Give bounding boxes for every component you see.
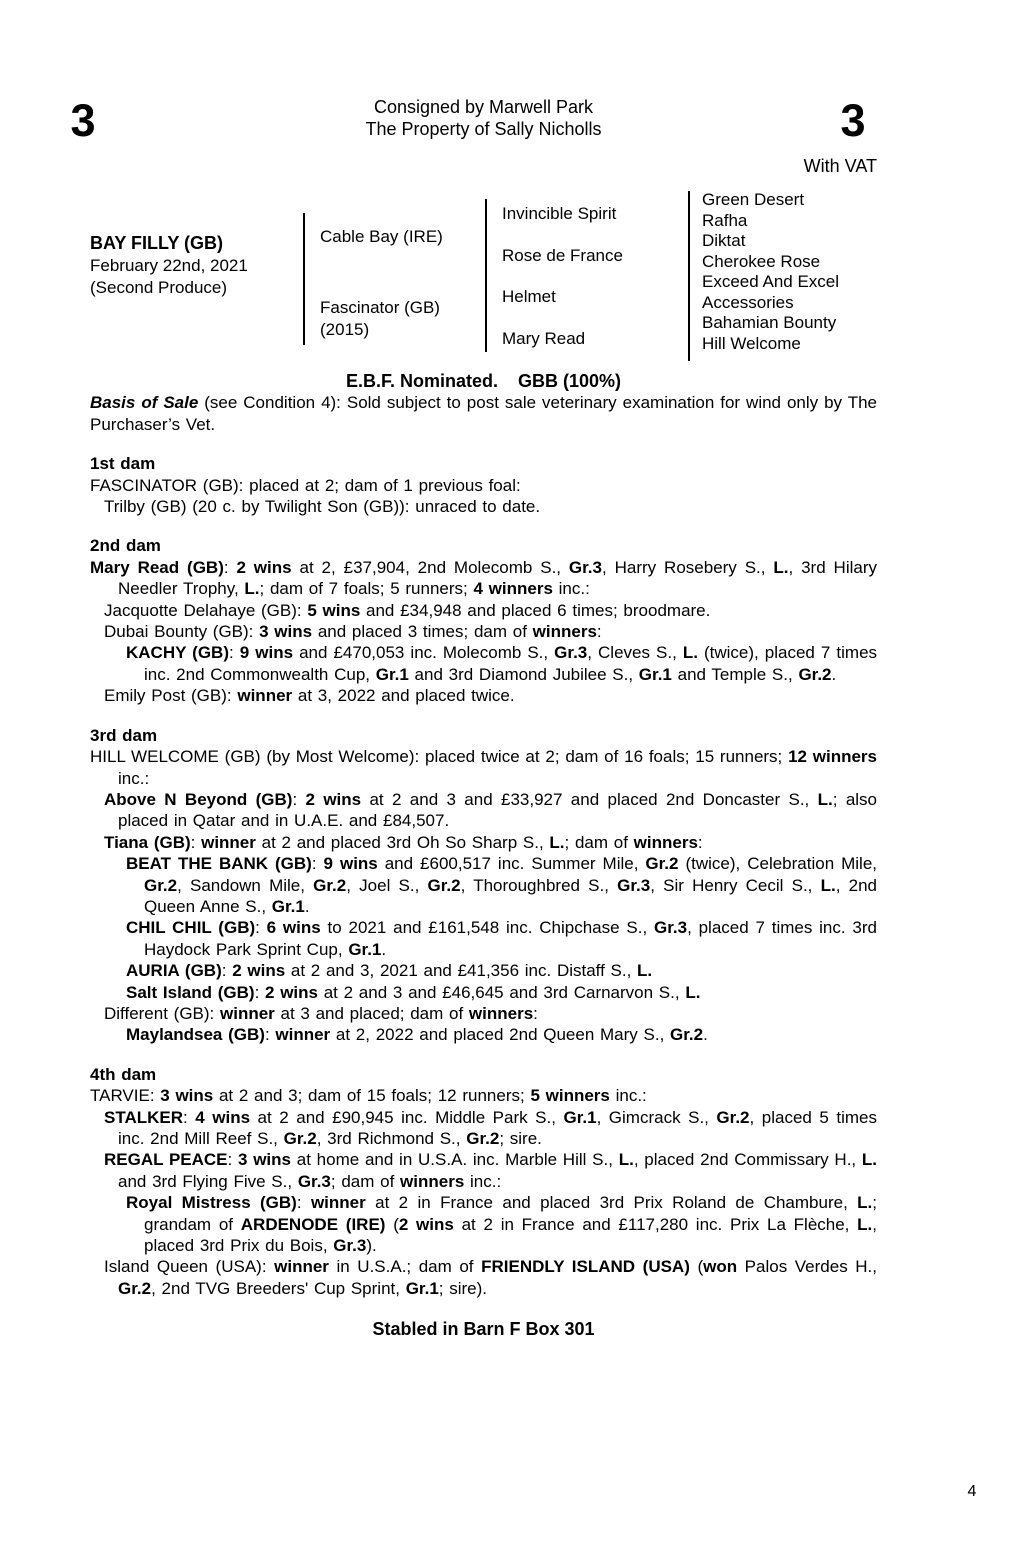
lot-number-left: 3	[70, 95, 96, 146]
plain-text: at 3, 2022 and placed twice.	[292, 686, 515, 706]
pedigree-entry	[90, 475, 877, 496]
pedigree-entry	[104, 685, 877, 706]
produce-note: (Second Produce)	[90, 277, 228, 297]
emphasis-text: AURIA (GB)	[126, 961, 222, 981]
emphasis-text: Gr.1	[638, 664, 672, 684]
gbb-note: GBB (100%)	[517, 371, 622, 391]
pedigree-entry	[126, 642, 878, 685]
emphasis-text: Gr.1	[563, 1107, 597, 1127]
plain-text: FASCINATOR (GB): placed at 2; dam of 1 previous foal:	[90, 475, 521, 495]
emphasis-text: Gr.2	[798, 664, 832, 684]
plain-text: and 3rd Flying Five S.,	[118, 1171, 298, 1191]
plain-text: Different (GB):	[104, 1003, 220, 1023]
emphasis-text: winners	[400, 1171, 465, 1191]
plain-text: at home and in U.S.A. inc. Marble Hill S.,	[291, 1150, 619, 1170]
plain-text: ; dam of	[564, 832, 634, 852]
great-grandparent-name: Accessories	[702, 292, 794, 312]
emphasis-text: winner	[220, 1003, 275, 1023]
dam-heading: 4th dam	[90, 1064, 157, 1084]
plain-text: , Gimcrack S.,	[596, 1107, 717, 1127]
emphasis-text: winner	[201, 832, 256, 852]
plain-text: (	[385, 1214, 399, 1234]
emphasis-text: Gr.3	[617, 875, 651, 895]
plain-text: :	[596, 622, 602, 642]
property-line: The Property of Sally Nicholls	[365, 118, 602, 139]
emphasis-text: 5 wins	[307, 600, 361, 620]
plain-text: .	[831, 664, 837, 684]
plain-text: , Harry Rosebery S.,	[602, 557, 774, 577]
pedigree-entry	[126, 982, 877, 1003]
emphasis-text: L.	[549, 832, 565, 852]
plain-text: , placed 3rd Prix du Bois,	[144, 1214, 877, 1256]
great-grandparent-name: Hill Welcome	[702, 333, 801, 353]
great-grandparent-name: Cherokee Rose	[702, 251, 821, 271]
emphasis-text: 2 wins	[232, 961, 286, 981]
great-grandparent-name: Exceed And Excel	[702, 272, 840, 291]
horse-name-block	[90, 233, 248, 298]
pedigree-entry	[104, 1256, 877, 1299]
emphasis-text: REGAL PEACE	[104, 1150, 228, 1170]
ebf-nominated: E.B.F. Nominated.	[345, 371, 498, 391]
pedigree-entry	[90, 1085, 877, 1106]
plain-text: , placed 7 times inc. 3rd Haydock Park Sprint Cup,	[144, 918, 877, 959]
dam-sections	[90, 453, 877, 1299]
basis-of-sale	[90, 392, 877, 435]
vat-note: With VAT	[803, 156, 877, 176]
emphasis-text: Gr.2	[283, 1129, 317, 1148]
plain-text: Emily Post (GB):	[104, 686, 238, 706]
emphasis-text: Gr.2	[427, 875, 461, 895]
pedigree-entry	[104, 621, 877, 642]
emphasis-text: L.	[857, 1193, 873, 1213]
lot-number-right: 3	[840, 95, 866, 146]
plain-text: ; dam of 7 foals; 5 runners;	[259, 579, 474, 599]
emphasis-text: ARDENODE (IRE)	[240, 1214, 386, 1234]
emphasis-text: Gr.3	[333, 1236, 367, 1256]
emphasis-text: Gr.3	[554, 643, 588, 663]
emphasis-text: Above N Beyond (GB)	[104, 789, 293, 809]
plain-text: to 2021 and £161,548 inc. Chipchase S.,	[320, 918, 654, 938]
plain-text: .	[381, 939, 387, 959]
plain-text: Palos Verdes H.,	[737, 1257, 877, 1277]
plain-text: and placed 3 times; dam of	[312, 622, 533, 642]
plain-text: and £600,517 inc. Summer Mile,	[377, 854, 646, 874]
dam-name: Fascinator (GB)	[320, 298, 440, 317]
emphasis-text: CHIL CHIL (GB)	[126, 918, 256, 938]
plain-text: .	[703, 1025, 708, 1045]
plain-text: , 3rd Richmond S.,	[316, 1129, 467, 1148]
consignor-line: Consigned by Marwell Park	[373, 97, 594, 117]
emphasis-text: 2 wins	[265, 982, 318, 1002]
plain-text: and Temple S.,	[671, 664, 799, 684]
plain-text: at 2, 2022 and placed 2nd Queen Mary S.,	[330, 1025, 671, 1045]
emphasis-text: Gr.2	[313, 875, 347, 895]
horse-name: BAY FILLY (GB)	[90, 233, 224, 253]
emphasis-text: winners	[532, 622, 597, 642]
emphasis-text: winner	[310, 1193, 366, 1213]
plain-text: Dubai Bounty (GB):	[104, 622, 260, 642]
plain-text: , Thoroughbred S.,	[460, 875, 618, 895]
emphasis-text: winner	[274, 1257, 329, 1277]
basis-of-sale-label: Basis of Sale	[90, 393, 199, 413]
pedigree-entry	[126, 1192, 878, 1256]
plain-text: (	[689, 1257, 704, 1277]
plain-text: ; also placed in Qatar and in U.A.E. and £84,507.	[118, 789, 878, 831]
plain-text: , Sandown Mile,	[177, 875, 314, 895]
emphasis-text: BEAT THE BANK (GB)	[126, 854, 312, 874]
plain-text: inc.:	[464, 1171, 502, 1191]
plain-text: Jacquotte Delahaye (GB):	[104, 600, 308, 620]
plain-text: at 2 in France and placed 3rd Prix Roland de Chambure,	[365, 1193, 858, 1213]
emphasis-text: L.	[682, 643, 698, 663]
plain-text: at 2 and 3; dam of 15 foals; 12 runners;	[213, 1086, 531, 1106]
plain-text: Island Queen (USA):	[104, 1257, 275, 1277]
dam-year: (2015)	[320, 319, 370, 339]
pedigree-entry	[104, 496, 877, 517]
plain-text: :	[533, 1003, 538, 1023]
plain-text: , Cleves S.,	[587, 643, 683, 663]
emphasis-text: L.	[861, 1150, 878, 1170]
emphasis-text: Gr.2	[645, 854, 679, 874]
emphasis-text: 3 wins	[259, 622, 313, 642]
pedigree-entry	[126, 960, 877, 981]
plain-text: :	[697, 832, 703, 852]
pedigree-divider	[688, 191, 690, 361]
plain-text: inc.:	[118, 768, 150, 788]
dam-heading: 2nd dam	[90, 536, 161, 556]
emphasis-text: 6 wins	[266, 918, 321, 938]
foaling-date: February 22nd, 2021	[90, 255, 248, 275]
plain-text: :	[223, 557, 237, 577]
plain-text: ; sire.	[499, 1129, 542, 1148]
plain-text: Trilby (GB) (20 c. by Twilight Son (GB)): unraced to date.	[104, 497, 541, 517]
plain-text: :	[221, 961, 233, 981]
emphasis-text: Gr.3	[653, 918, 688, 938]
emphasis-text: Gr.3	[568, 557, 602, 577]
plain-text: at 2 and placed 3rd Oh So Sharp S.,	[255, 832, 550, 852]
emphasis-text: L.	[637, 961, 653, 981]
emphasis-text: 2 wins	[398, 1214, 454, 1234]
pedigree-entry	[126, 1024, 877, 1045]
pedigree-entry	[90, 557, 877, 600]
great-grandparents-column	[702, 190, 839, 354]
emphasis-text: Gr.2	[118, 1278, 152, 1298]
plain-text: and £34,948 and placed 6 times; broodmare.	[360, 600, 711, 620]
pedigree-entry	[90, 746, 878, 789]
emphasis-text: KACHY (GB)	[126, 643, 229, 663]
emphasis-text: Tiana (GB)	[104, 832, 191, 852]
emphasis-text: Gr.2	[466, 1129, 500, 1148]
emphasis-text: Gr.2	[144, 875, 178, 895]
page-number: 4	[967, 1483, 977, 1500]
emphasis-text: L.	[820, 875, 836, 895]
plain-text: :	[190, 832, 202, 852]
pedigree-entry	[104, 1149, 878, 1192]
great-grandparent-name: Green Desert	[702, 190, 805, 209]
plain-text: inc.:	[552, 579, 590, 599]
emphasis-text: Gr.1	[375, 664, 409, 684]
emphasis-text: L.	[244, 579, 260, 599]
nomination-line	[90, 371, 877, 392]
plain-text: .	[304, 896, 310, 916]
pedigree-table	[90, 186, 877, 370]
plain-text: :	[296, 1193, 311, 1213]
emphasis-text: 12 winners	[788, 747, 878, 767]
emphasis-text: 3 wins	[238, 1150, 291, 1170]
emphasis-text: L.	[618, 1150, 634, 1170]
pedigree-entry	[104, 789, 878, 832]
plain-text: at 2 and 3 and £46,645 and 3rd Carnarvon S.,	[318, 982, 686, 1002]
emphasis-text: won	[703, 1257, 738, 1277]
plain-text: at 2 and £90,945 inc. Middle Park S.,	[250, 1107, 564, 1127]
pedigree-divider	[303, 213, 305, 345]
pedigree-entry	[104, 1107, 877, 1150]
plain-text: HILL WELCOME (GB) (by Most Welcome): placed twice at 2; dam of 16 foals; 15 runners;	[90, 747, 789, 767]
emphasis-text: FRIENDLY ISLAND (USA)	[481, 1257, 690, 1277]
emphasis-text: 4 winners	[473, 579, 553, 599]
plain-text: :	[264, 1025, 276, 1045]
great-grandparent-name: Bahamian Bounty	[702, 313, 837, 332]
plain-text: ; sire).	[438, 1278, 488, 1298]
emphasis-text: 2 wins	[236, 557, 292, 577]
grandparent-name: Mary Read	[502, 328, 586, 348]
plain-text: (twice), Celebration Mile,	[678, 854, 878, 874]
emphasis-text: winner	[237, 686, 293, 706]
emphasis-text: 9 wins	[239, 643, 294, 663]
emphasis-text: 9 wins	[323, 854, 378, 874]
plain-text: :	[255, 918, 267, 938]
emphasis-text: winner	[275, 1025, 331, 1045]
plain-text: , Sir Henry Cecil S.,	[650, 875, 821, 895]
stabling-note: Stabled in Barn F Box 301	[372, 1319, 595, 1340]
plain-text: :	[311, 854, 324, 874]
plain-text: and 3rd Diamond Jubilee S.,	[408, 664, 639, 684]
emphasis-text: L.	[685, 982, 701, 1002]
plain-text: at 2 and 3 and £33,927 and placed 2nd Doncaster S.,	[361, 789, 818, 809]
plain-text: (twice), placed 7 times inc. 2nd Commonwealth Cup,	[144, 643, 878, 684]
grandparent-name: Rose de France	[502, 245, 623, 265]
emphasis-text: 3 wins	[160, 1086, 214, 1106]
pedigree-divider	[485, 199, 487, 352]
plain-text: at 2, £37,904, 2nd Molecomb S.,	[291, 557, 569, 577]
catalogue-text	[90, 371, 877, 1341]
emphasis-text: L.	[773, 557, 789, 577]
emphasis-text: Gr.1	[348, 939, 382, 959]
plain-text: , placed 5 times inc. 2nd Mill Reef S.,	[118, 1107, 877, 1148]
great-grandparent-name: Rafha	[702, 210, 748, 230]
dam-heading: 1st dam	[90, 454, 156, 474]
dam-name-block	[320, 297, 440, 341]
plain-text: at 2 and 3, 2021 and £41,356 inc. Distaff S.,	[285, 961, 638, 981]
emphasis-text: L.	[817, 789, 833, 809]
emphasis-text: Maylandsea (GB)	[126, 1025, 265, 1045]
plain-text: at 3 and placed; dam of	[274, 1003, 469, 1023]
emphasis-text: Gr.2	[716, 1107, 750, 1127]
pedigree-entry	[104, 1003, 877, 1024]
great-grandparent-name: Diktat	[702, 231, 746, 250]
emphasis-text: L.	[857, 1214, 873, 1234]
sire-name: Cable Bay (IRE)	[320, 227, 443, 246]
emphasis-text: 4 wins	[195, 1107, 251, 1127]
pedigree-entry	[126, 917, 877, 960]
emphasis-text: Gr.2	[670, 1025, 704, 1045]
emphasis-text: Gr.3	[297, 1171, 331, 1191]
consignor-block	[90, 97, 877, 140]
plain-text: :	[254, 982, 266, 1002]
plain-text: in U.S.A.; dam of	[328, 1257, 482, 1277]
plain-text: ; grandam of	[144, 1193, 878, 1234]
emphasis-text: Salt Island (GB)	[126, 982, 255, 1002]
emphasis-text: Gr.1	[405, 1278, 439, 1298]
plain-text: :	[229, 643, 240, 663]
emphasis-text: Royal Mistress (GB)	[126, 1193, 297, 1213]
basis-of-sale-text: (see Condition 4): Sold subject to post sale veterinary examination for wind only by The Purchaser’s Vet.	[90, 393, 878, 434]
plain-text: :	[183, 1107, 196, 1127]
dam-heading: 3rd dam	[90, 725, 158, 745]
grandparents-column	[502, 203, 623, 369]
plain-text: ; dam of	[330, 1171, 401, 1191]
pedigree-entry	[126, 853, 878, 917]
emphasis-text: 5 winners	[530, 1086, 610, 1106]
plain-text: and £470,053 inc. Molecomb S.,	[293, 643, 555, 663]
plain-text: ).	[366, 1236, 377, 1256]
pedigree-entry	[104, 600, 877, 621]
plain-text: , placed 2nd Commissary H.,	[633, 1150, 862, 1170]
emphasis-text: STALKER	[104, 1107, 184, 1127]
plain-text: at 2 in France and £117,280 inc. Prix La Flèche,	[453, 1214, 858, 1234]
grandparent-name: Invincible Spirit	[502, 204, 617, 223]
plain-text: , 2nd TVG Breeders' Cup Sprint,	[151, 1278, 406, 1298]
grandparent-name: Helmet	[502, 287, 556, 306]
plain-text: :	[227, 1150, 238, 1170]
plain-text: , 2nd Queen Anne S.,	[144, 875, 877, 916]
emphasis-text: winners	[633, 832, 698, 852]
emphasis-text: winners	[468, 1003, 534, 1023]
plain-text: , 3rd Hilary Needler Trophy,	[118, 557, 877, 599]
emphasis-text: 2 wins	[305, 789, 362, 809]
plain-text: inc.:	[609, 1086, 647, 1106]
emphasis-text: Gr.1	[271, 896, 305, 916]
pedigree-entry	[104, 832, 877, 853]
plain-text: :	[292, 789, 306, 809]
plain-text: , Joel S.,	[346, 875, 428, 895]
plain-text: TARVIE:	[90, 1086, 161, 1106]
emphasis-text: Mary Read (GB)	[90, 557, 224, 577]
